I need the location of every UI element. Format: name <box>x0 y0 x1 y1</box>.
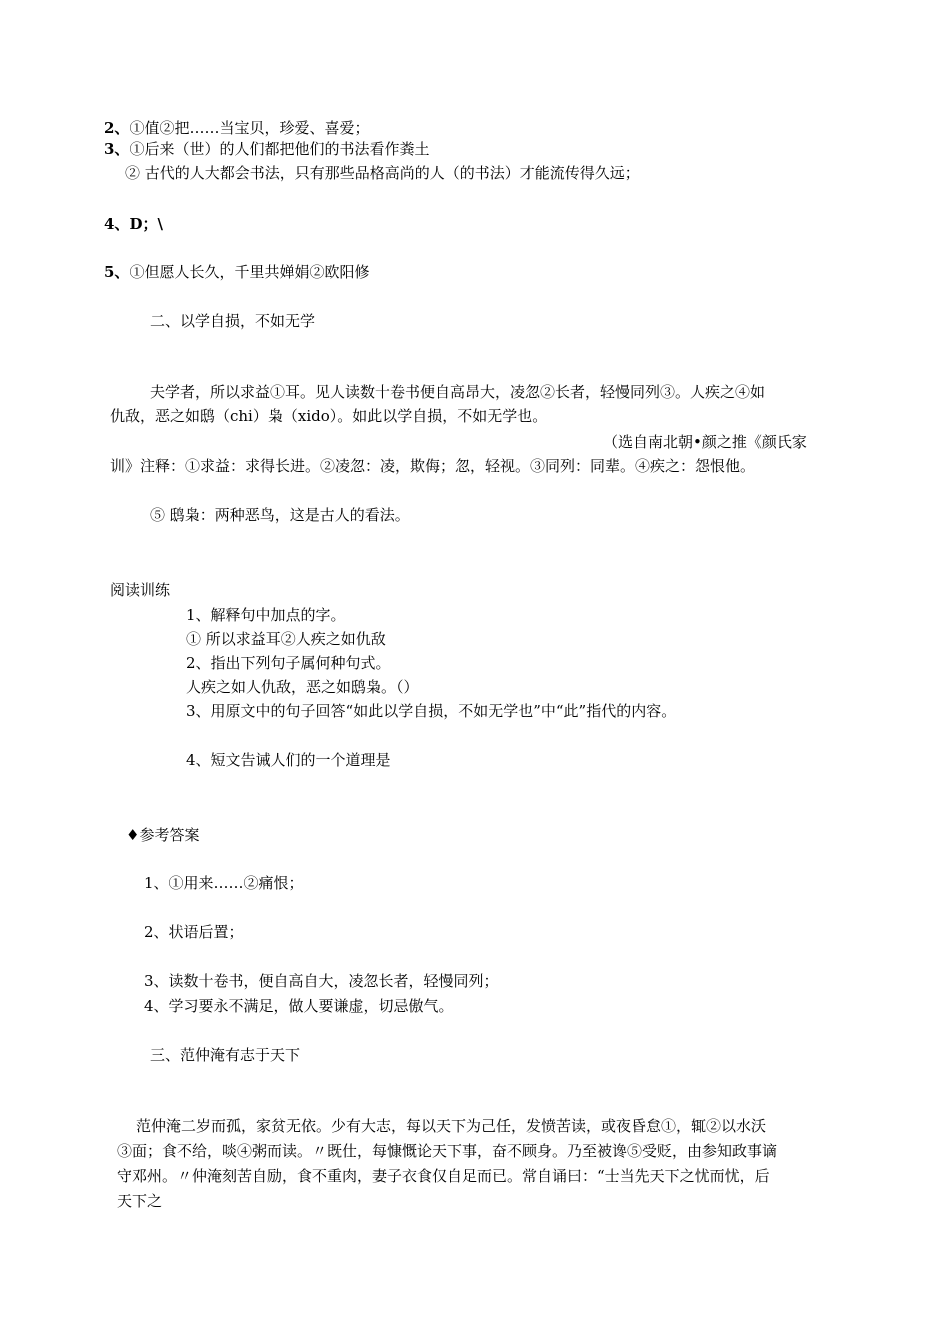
section-3-passage-line-4: 天下之 <box>117 1192 163 1210</box>
section-2-title: 二、以学自损，不如无学 <box>150 312 316 330</box>
question-2-sentence: 人疾之如人仇敌，恶之如鸱枭。（） <box>186 678 419 696</box>
answer-4-number: 4、 <box>104 215 130 233</box>
answer-4-line <box>104 214 163 234</box>
reference-answer-2: 2、状语后置； <box>144 923 244 941</box>
answer-2-number: 2、 <box>104 119 130 137</box>
reference-answer-3: 3、读数十卷书，便自高自大，凌忽长者，轻慢同列； <box>144 972 499 990</box>
answer-5-number: 5、 <box>104 263 130 281</box>
answer-2-text: ①值②把……当宝贝，珍爱、喜爱； <box>129 119 370 137</box>
answer-3-line <box>104 139 429 159</box>
answer-2-line <box>104 118 369 138</box>
question-3: 3、用原文中的句子回答“如此以学自损，不如无学也”中“此”指代的内容。 <box>186 702 677 720</box>
question-1-items: ① 所以求益耳②人疾之如仇敌 <box>186 630 386 648</box>
section-3-passage-line-1: 范仲淹二岁而孤，家贫无依。少有大志，每以天下为己任，发愤苦读，或夜昏怠①，辄②以水沃 <box>136 1117 767 1135</box>
answer-3-part2: ② 古代的人大都会书法，只有那些品格高尚的人（的书法）才能流传得久远； <box>125 164 640 182</box>
answer-3-part1: ①后来（世）的人们都把他们的书法看作粪土 <box>129 140 430 158</box>
answer-4-text: D；\ <box>129 215 163 233</box>
reference-answers-heading <box>126 825 199 845</box>
reference-answer-1: 1、①用来……②痛恨； <box>144 874 304 892</box>
section-3-passage-line-2: ③面；食不给，啖④粥而读。〃既仕，每慷慨论天下事，奋不顾身。乃至被谗⑤受贬，由参知政事谪 <box>117 1142 778 1160</box>
exercise-title: 阅读训练 <box>110 581 171 599</box>
section-2-source-line-1: （选自南北朝•颜之推《颜氏家 <box>603 433 807 451</box>
section-2-passage-line-2: 仇敌，恶之如鸱（chi）枭（xido）。如此以学自损，不如无学也。 <box>110 407 548 425</box>
section-2-notes-line: 训》注释：①求益：求得长进。②凌忽：凌，欺侮；忽，轻视。③同列：同辈。④疾之：怨恨他。 <box>110 457 756 475</box>
section-3-title: 三、范仲淹有志于天下 <box>150 1046 301 1064</box>
diamond-icon: ♦ <box>126 826 140 844</box>
section-2-note-5: ⑤ 鸱枭：两种恶鸟，这是古人的看法。 <box>150 506 410 524</box>
reference-answers-title: 参考答案 <box>139 826 200 844</box>
section-2-passage-line-1: 夫学者，所以求益①耳。见人读数十卷书便自高昂大，凌忽②长者，轻慢同列③。人疾之④如 <box>150 383 766 401</box>
answer-5-text: ①但愿人长久，千里共婵娟②欧阳修 <box>129 263 370 281</box>
section-3-passage-line-3: 守邓州。〃仲淹刻苦自励，食不重肉，妻子衣食仅自足而已。常自诵曰：“士当先天下之忧而忧，后 <box>117 1167 770 1185</box>
question-2: 2、指出下列句子属何种句式。 <box>186 654 391 672</box>
question-1: 1、解释句中加点的字。 <box>186 606 346 624</box>
reference-answer-4: 4、学习要永不满足，做人要谦虚，切忌傲气。 <box>144 997 454 1015</box>
question-4: 4、短文告诫人们的一个道理是 <box>186 751 391 769</box>
answer-3-number: 3、 <box>104 140 130 158</box>
answer-5-line <box>104 262 369 282</box>
